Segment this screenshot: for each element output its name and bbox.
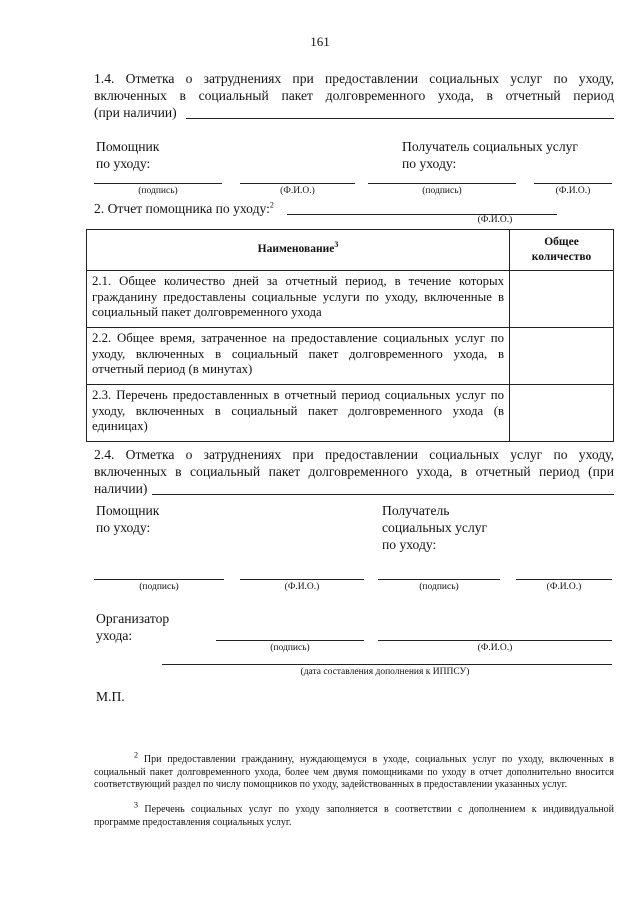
helper-label-2: по уходу: — [96, 520, 151, 535]
recipient-label-2: по уходу: — [402, 156, 457, 171]
section-2-4-fill-line[interactable] — [152, 494, 614, 495]
recipient-signature-caption: (подпись) — [422, 186, 462, 196]
organizer-signature-caption: (подпись) — [270, 643, 310, 653]
footnote-mark-3: 3 — [334, 240, 339, 250]
recipient-signature-line[interactable] — [368, 183, 516, 184]
table-row-qty[interactable] — [510, 328, 614, 385]
recipient-fio-line[interactable] — [534, 183, 612, 184]
helper-label-1: Помощник — [96, 139, 160, 154]
recipient-label-1: Получатель социальных услуг — [402, 139, 578, 154]
section-2-fio-caption: (Ф.И.О.) — [477, 215, 513, 225]
table-row-name: 2.2. Общее время, затраченное на предоставление социальных услуг по уходу, включенных в социальный пакет долговременного ухода, в отчетный период (в минутах) — [87, 328, 510, 385]
section-2-4-text: 2.4. Отметка о затруднениях при предоставлении социальных услуг по уходу, включенных в социальный пакет долговременного ухода, в отчетный период (при — [94, 447, 614, 479]
section-2-title — [94, 200, 274, 217]
recipient-label-3: по уходу: — [382, 537, 437, 552]
footnote-2-text: При предоставлении гражданину, нуждающемуся в уходе, социальных услуг по уходу, включенных в социальный пакет долговременного ухода, более чем двумя помощниками по уходу в отчет дополнительно вносится соответствующий раздел по числу помощников по уходу, задействованных в предоставлении указанных услуг. — [94, 754, 614, 790]
footnote-mark-2: 2 — [269, 200, 274, 210]
table-row-qty[interactable] — [510, 271, 614, 328]
section-1-4-tail: (при наличии) — [94, 105, 177, 120]
helper-signature-line[interactable] — [94, 579, 224, 580]
table-row — [87, 385, 614, 442]
stamp-label: М.П. — [96, 689, 125, 704]
recipient-label-1: Получатель — [382, 503, 450, 518]
recipient-fio-caption: (Ф.И.О.) — [555, 186, 591, 196]
helper-fio-caption: (Ф.И.О.) — [284, 582, 320, 592]
footnote-2 — [94, 750, 614, 792]
recipient-signature-line[interactable] — [378, 579, 500, 580]
footnote-2-mark: 2 — [134, 750, 138, 760]
section-1-4-text: 1.4. Отметка о затруднениях при предоставлении социальных услуг по уходу, включенных в социальный пакет долговременного ухода, в отчетный период — [94, 71, 614, 103]
table-header-row — [87, 230, 614, 271]
page-number: 161 — [310, 34, 330, 49]
recipient-label-2: социальных услуг — [382, 520, 488, 535]
table-row-name: 2.1. Общее количество дней за отчетный период, в течение которых гражданину предоставлены социальные услуги по уходу, включенные в социальный пакет долговременного ухода — [87, 271, 510, 328]
helper-label-1: Помощник — [96, 503, 160, 518]
section-1-4-fill-line[interactable] — [186, 118, 614, 119]
recipient-signature-caption: (подпись) — [419, 582, 459, 592]
section-2-text: 2. Отчет помощника по уходу: — [94, 201, 270, 216]
helper-signature-caption: (подпись) — [139, 582, 179, 592]
organizer-fio-line[interactable] — [378, 640, 612, 641]
footnote-3-mark: 3 — [134, 800, 138, 810]
report-table — [86, 229, 614, 442]
table-row-name: 2.3. Перечень предоставленных в отчетный период социальных услуг по уходу, включенных в социальный пакет долговременного ухода (в единицах) — [87, 385, 510, 442]
organizer-signature-line[interactable] — [216, 640, 364, 641]
section-2-4-tail: наличии) — [94, 481, 148, 496]
table-header-name: Наименование$^3$ — [87, 230, 510, 271]
helper-fio-caption: (Ф.И.О.) — [280, 186, 315, 196]
table-row-qty[interactable] — [510, 385, 614, 442]
helper-signature-line[interactable] — [94, 183, 222, 184]
organizer-fio-caption: (Ф.И.О.) — [477, 643, 513, 653]
table-row — [87, 271, 614, 328]
helper-signature-caption: (подпись) — [138, 186, 178, 196]
date-caption: (дата составления дополнения к ИППСУ) — [300, 667, 470, 677]
organizer-label-1: Организатор — [96, 611, 170, 626]
footnote-3-text: Перечень социальных услуг по уходу заполняется в соответствии с дополнением к индивидуальной программе предоставления социальных услуг. — [94, 804, 614, 828]
organizer-label-2: ухода: — [96, 628, 133, 643]
helper-fio-line[interactable] — [240, 579, 364, 580]
helper-fio-line[interactable] — [240, 183, 355, 184]
footnote-3 — [94, 800, 614, 829]
recipient-fio-caption: (Ф.И.О.) — [546, 582, 582, 592]
helper-label-2: по уходу: — [96, 156, 151, 171]
table-row — [87, 328, 614, 385]
table-header-qty: Общее количество — [510, 230, 614, 271]
recipient-fio-line[interactable] — [516, 579, 612, 580]
date-line[interactable] — [162, 664, 612, 665]
